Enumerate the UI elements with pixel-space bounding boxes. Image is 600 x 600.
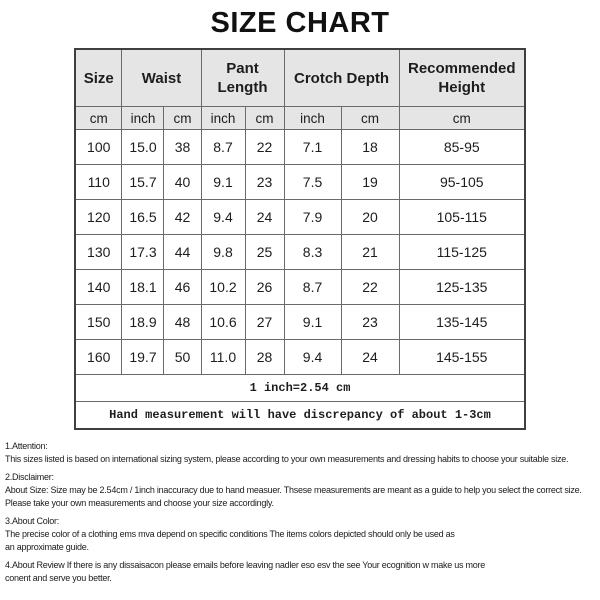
table-cell: 8.7 [284, 270, 341, 305]
table-cell: 9.4 [284, 340, 341, 375]
table-cell: 11.0 [201, 340, 245, 375]
header-pant-length: Pant Length [201, 49, 284, 107]
table-cell: 7.5 [284, 165, 341, 200]
table-cell: 23 [341, 305, 399, 340]
unit-height-cm: cm [399, 107, 525, 130]
table-cell: 7.9 [284, 200, 341, 235]
unit-waist-cm: cm [164, 107, 201, 130]
unit-waist-inch: inch [122, 107, 164, 130]
note-paragraph [5, 515, 600, 554]
unit-crotch-inch: inch [284, 107, 341, 130]
size-table-body [75, 130, 525, 375]
table-cell: 19.7 [122, 340, 164, 375]
note-line: 1.Attention: [5, 441, 48, 451]
table-cell: 18 [341, 130, 399, 165]
note-line: 3.About Color: [5, 516, 60, 526]
note-paragraph [5, 471, 600, 510]
table-cell: 26 [245, 270, 284, 305]
table-cell: 25 [245, 235, 284, 270]
table-cell: 100 [75, 130, 122, 165]
table-cell: 120 [75, 200, 122, 235]
table-row [75, 235, 525, 270]
table-cell: 140 [75, 270, 122, 305]
table-row [75, 165, 525, 200]
table-cell: 24 [245, 200, 284, 235]
table-cell: 15.0 [122, 130, 164, 165]
table-cell: 9.4 [201, 200, 245, 235]
header-waist: Waist [122, 49, 201, 107]
table-cell: 42 [164, 200, 201, 235]
note-line: conent and serve you better. [5, 573, 112, 583]
table-cell: 18.1 [122, 270, 164, 305]
table-cell: 135-145 [399, 305, 525, 340]
header-recommended-height: Recommended Height [399, 49, 525, 107]
table-footer [75, 375, 525, 430]
table-cell: 20 [341, 200, 399, 235]
header-group-row [75, 49, 525, 107]
note-line: 2.Disclaimer: [5, 472, 54, 482]
table-cell: 38 [164, 130, 201, 165]
table-cell: 160 [75, 340, 122, 375]
note-line: The precise color of a clothing ems mva depend on specific conditions The items colors depicted should only be used as [5, 529, 455, 539]
header-unit-row [75, 107, 525, 130]
note-line: About Size: Size may be 2.54cm / 1inch inaccuracy due to hand measuer. Thsese measurements are meant as a guide to help you select the correct size. [5, 485, 582, 495]
note-line: 4.About Review If there is any dissaisacon please emails before leaving nadler eso esv the see Your ecognition w make us more [5, 560, 486, 570]
table-cell: 19 [341, 165, 399, 200]
table-cell: 21 [341, 235, 399, 270]
table-cell: 9.8 [201, 235, 245, 270]
header-size: Size [75, 49, 122, 107]
table-cell: 48 [164, 305, 201, 340]
table-cell: 8.3 [284, 235, 341, 270]
table-cell: 10.6 [201, 305, 245, 340]
table-cell: 24 [341, 340, 399, 375]
table-cell: 23 [245, 165, 284, 200]
table-cell: 22 [341, 270, 399, 305]
size-chart-table [74, 48, 526, 430]
table-cell: 17.3 [122, 235, 164, 270]
unit-pant-cm: cm [245, 107, 284, 130]
table-cell: 150 [75, 305, 122, 340]
unit-crotch-cm: cm [341, 107, 399, 130]
table-row [75, 340, 525, 375]
table-cell: 8.7 [201, 130, 245, 165]
table-cell: 44 [164, 235, 201, 270]
table-cell: 9.1 [201, 165, 245, 200]
unit-size-cm: cm [75, 107, 122, 130]
table-cell: 27 [245, 305, 284, 340]
footnote-hand-measurement: Hand measurement will have discrepancy of about 1-3cm [75, 402, 525, 430]
table-row [75, 200, 525, 235]
footnote-row [75, 375, 525, 402]
table-cell: 115-125 [399, 235, 525, 270]
table-cell: 18.9 [122, 305, 164, 340]
table-cell: 145-155 [399, 340, 525, 375]
table-row [75, 305, 525, 340]
notes [5, 440, 600, 585]
note-line: This sizes listed is based on international sizing system, please according to your own measurements and dressing habits to choose your suitable size. [5, 454, 569, 464]
footnote-inch-conversion: 1 inch=2.54 cm [75, 375, 525, 402]
page-title: SIZE CHART [210, 7, 390, 39]
table-cell: 105-115 [399, 200, 525, 235]
table-cell: 110 [75, 165, 122, 200]
table-cell: 7.1 [284, 130, 341, 165]
table-cell: 28 [245, 340, 284, 375]
table-cell: 10.2 [201, 270, 245, 305]
note-line: Please take your own measurements and choose your size accordingly. [5, 498, 274, 508]
table-cell: 9.1 [284, 305, 341, 340]
table-cell: 16.5 [122, 200, 164, 235]
table-row [75, 270, 525, 305]
table-cell: 130 [75, 235, 122, 270]
footnote-row [75, 402, 525, 430]
table-cell: 50 [164, 340, 201, 375]
table-cell: 85-95 [399, 130, 525, 165]
table-cell: 95-105 [399, 165, 525, 200]
note-paragraph [5, 559, 600, 585]
unit-pant-inch: inch [201, 107, 245, 130]
table-cell: 15.7 [122, 165, 164, 200]
table-cell: 46 [164, 270, 201, 305]
table-cell: 125-135 [399, 270, 525, 305]
table-cell: 22 [245, 130, 284, 165]
table-header [75, 49, 525, 130]
table-row [75, 130, 525, 165]
table-cell: 40 [164, 165, 201, 200]
note-paragraph [5, 440, 600, 466]
header-crotch-depth: Crotch Depth [284, 49, 399, 107]
note-line: an approximate guide. [5, 542, 89, 552]
